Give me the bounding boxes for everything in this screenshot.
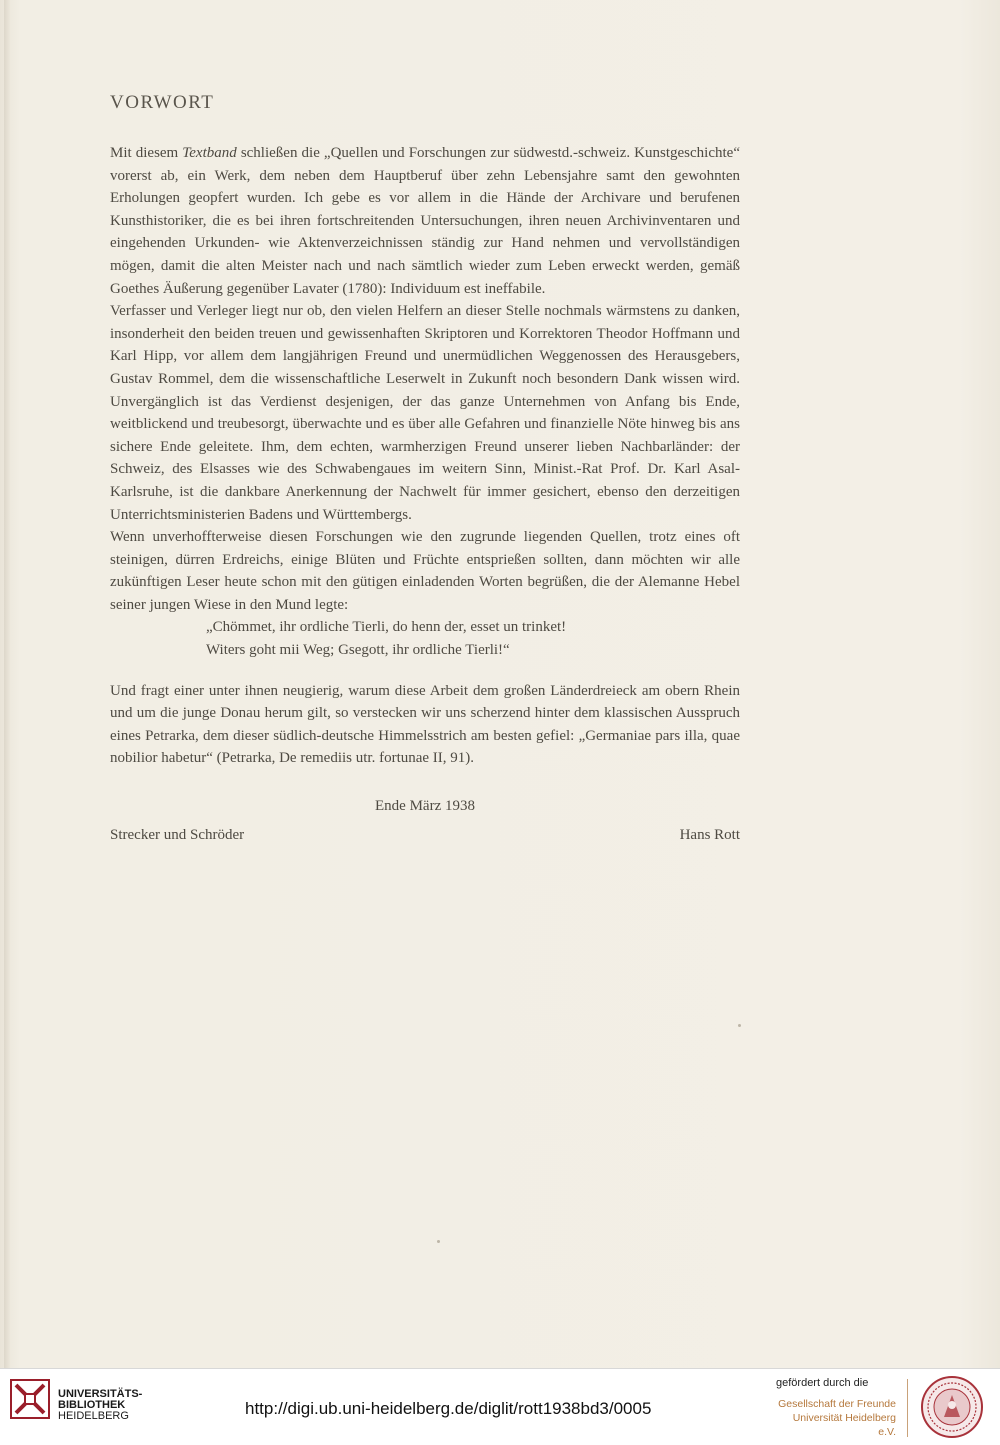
page-spine-shadow (4, 0, 10, 1368)
publisher-name: Strecker und Schröder (110, 827, 245, 844)
sponsor-name-line-2: Universität Heidelberg e.V. (792, 1412, 896, 1438)
page-title: VORWORT (110, 92, 215, 113)
verse-line-1: „Chömmet, ihr ordliche Tierli, do henn der, esset un trinket! (206, 619, 567, 636)
paragraph-2: Verfasser und Verleger liegt nur ob, den vielen Helfern an dieser Stelle nochmals wärmstens zu danken, insonderheit den beiden treuen und gewissenhaften Skriptoren und Korrektoren Theodor Hoffmann und Karl Hipp, vor allem dem langjährigen Freund und unermüdlichen Weggenossen des Herausgebers, Gustav Rommel, dem die wissenschaftliche Leserwelt in Zukunft noch besondern Dank wissen wird. Unvergänglich ist das Verdienst desjenigen, der das ganze Unternehmen von Anfang bis Ende, weitblickend und treubesorgt, überwachte und es über alle Gefahren und finanzielle Nöte hinweg bis ans sichere Ende geleitete. Ihm, dem echten, warmherzigen Freund unserer lieben Nachbarländer: der Schweiz, des Elsasses wie des Schwabengaues im weitern Sinn, Minist.-Rat Prof. Dr. Karl Asal-Karlsruhe, ist die dankbare Anerkennung der Nachwelt für immer gesichert, ebenso den derzeitigen Unterrichtsministerien Badens und Württembergs. (110, 303, 740, 523)
digital-copy-link[interactable]: http://digi.ub.uni-heidelberg.de/diglit/rott1938bd3/0005 (245, 1399, 652, 1418)
paragraph-1-rest: schließen die „Quellen und Forschungen zur südwestd.-schweiz. Kunstgeschichte“ vorerst ab, ein Werk, dem neben dem Hauptberuf über zehn Lebensjahre samt den gewohnten Erholungen geopfert wurden. Ich gebe es vor allem in die Hände der Archivare und berufenen Kunsthistoriker, die es bei ihren fortschreitenden Untersuchungen, ihren neuen Archivinventaren und eingehenden Urkunden- wie Aktenverzeichnissen ständig zur Hand nehmen und vervollständigen mögen, damit die alten Meister nach und nach sämtlich wieder zum Leben erweckt werden, gemäß Goethes Äußerung gegenüber Lavater (1780): Individuum est ineffabile. (110, 145, 740, 297)
paragraph-1-start: Mit diesem (110, 145, 183, 161)
paragraph-4: Und fragt einer unter ihnen neugierig, warum diese Arbeit dem großen Länderdreieck am obern Rhein und um die junge Donau herum gilt, so verstecken wir uns scherzend hinter dem klassischen Ausspruch eines Petrarka, dem dieser südlich-deutsche Himmelsstrich am besten gefiel: „Germaniae pars illa, quae nobilior habetur“ (Petrarka, De remediis utr. fortunae II, 91). (110, 682, 740, 767)
preface-content (110, 92, 740, 844)
library-name-line-2: BIBLIOTHEK (58, 1399, 126, 1411)
library-name-line-1: UNIVERSITÄTS- (58, 1388, 143, 1400)
sponsor-name-line-1: Gesellschaft der Freunde (778, 1398, 896, 1410)
paper-speck (437, 1240, 440, 1243)
paper-speck (738, 1024, 741, 1027)
verse-line-2: Witers goht mii Weg; Gsegott, ihr ordliche Tierli!“ (206, 642, 510, 659)
university-seal-icon (920, 1375, 984, 1439)
hebel-verse (110, 616, 740, 661)
sponsor-label: gefördert durch die (776, 1377, 869, 1389)
university-library-logo-icon (10, 1379, 50, 1419)
date-line: Ende März 1938 (375, 798, 475, 815)
paragraph-1-italic: Textband (182, 145, 237, 161)
author-name: Hans Rott (679, 827, 740, 844)
library-name-line-3: HEIDELBERG (58, 1410, 129, 1422)
sponsor-divider (907, 1379, 908, 1437)
signature-row (110, 827, 740, 844)
digitization-footer (0, 1368, 1000, 1445)
sponsor-name (776, 1397, 896, 1439)
paragraph-3: Wenn unverhoffterweise diesen Forschungen wie den zugrunde liegenden Quellen, trotz eines oft steinigen, dürren Erdreichs, einige Blüten und Früchte entsprießen sollten, dann möchten wir alle zukünftigen Leser heute schon mit den gütigen einladenden Worten begrüßen, die der Alemanne Hebel seiner jungen Wiese in den Mund legte: (110, 529, 740, 613)
paragraph-1 (110, 142, 740, 300)
library-name (58, 1389, 142, 1422)
